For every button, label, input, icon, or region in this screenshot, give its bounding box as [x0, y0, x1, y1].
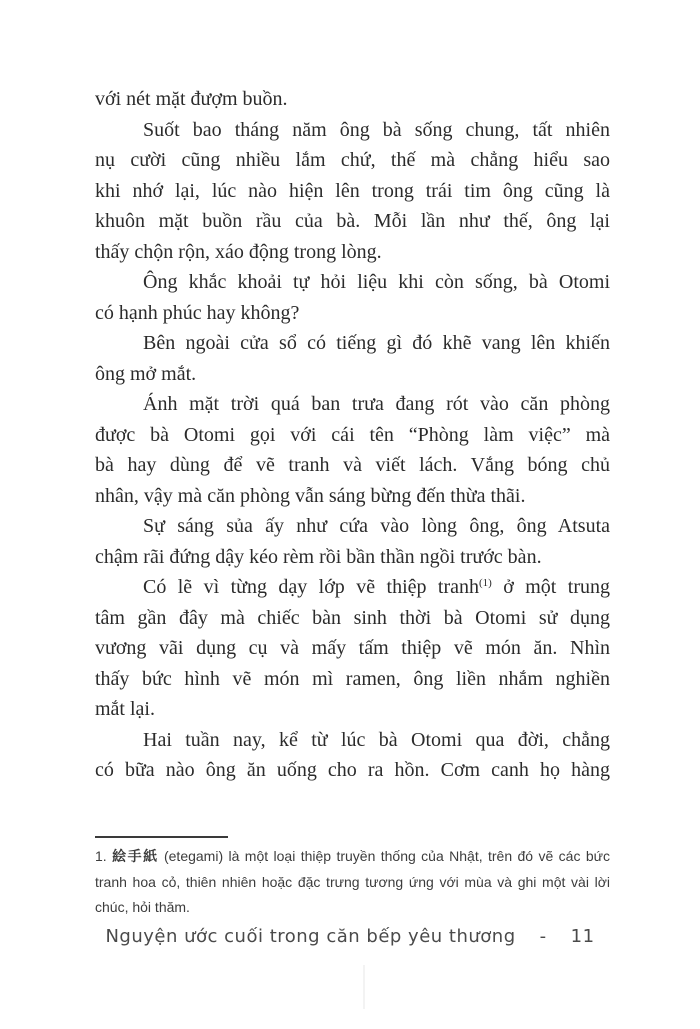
body-text	[95, 84, 610, 786]
body-text-line	[95, 755, 610, 786]
body-text-line	[95, 420, 610, 451]
body-text-line	[95, 237, 610, 268]
running-title: Nguyện ước cuối trong căn bếp yêu thương	[105, 926, 516, 947]
line-text: Suốt bao tháng năm ông bà sống chung, tất nhiên	[143, 118, 610, 141]
line-text: ông mở mắt.	[95, 362, 197, 385]
line-text: tâm gần đây mà chiếc bàn sinh thời bà Otomi sử dụng	[95, 606, 610, 629]
line-text: với nét mặt đượm buồn.	[95, 88, 288, 110]
line-text: vương vãi dụng cụ và mấy tấm thiệp vẽ món ăn. Nhìn	[95, 637, 610, 659]
page-number: 11	[570, 926, 595, 947]
line-text: thấy bức hình vẽ món mì ramen, ông liền nhắm nghiền	[95, 667, 610, 690]
line-text-after-reference: ở một trung	[491, 576, 610, 598]
body-text-line	[95, 694, 610, 725]
footnote-divider	[95, 836, 228, 838]
body-text-line	[95, 664, 610, 695]
line-text: nụ cười cũng nhiều lắm chứ, thế mà chẳng hiểu sao	[95, 149, 610, 171]
line-text: có bữa nào ông ăn uống cho ra hồn. Cơm canh họ hàng	[95, 759, 610, 781]
body-text-line	[95, 115, 610, 146]
line-text: Bên ngoài cửa sổ có tiếng gì đó khẽ vang lên khiến	[143, 332, 610, 354]
line-text: có hạnh phúc hay không?	[95, 301, 300, 324]
body-text-line	[95, 481, 610, 512]
body-text-line	[95, 145, 610, 176]
body-text-line	[95, 725, 610, 756]
line-text: khuôn mặt buồn rầu của bà. Mỗi lần như thế, ông lại	[95, 210, 610, 232]
body-text-line	[95, 328, 610, 359]
footnote-kanji: 絵手紙	[112, 848, 159, 864]
line-text: Ông khắc khoải tự hỏi liệu khi còn sống, bà Otomi	[143, 271, 610, 293]
footnote	[95, 844, 610, 921]
line-text: Sự sáng sủa ấy như cứa vào lòng ông, ông Atsuta	[143, 515, 610, 537]
line-text: Có lẽ vì từng dạy lớp vẽ thiệp tranh	[143, 576, 480, 598]
body-text-line	[95, 450, 610, 481]
line-text: chậm rãi đứng dậy kéo rèm rồi bần thần ngồi trước bàn.	[95, 545, 542, 568]
body-text-line	[95, 389, 610, 420]
body-text-line	[95, 84, 610, 115]
line-text: bà hay dùng để vẽ tranh và viết lách. Vắng bóng chủ	[95, 454, 610, 476]
line-text: khi nhớ lại, lúc nào hiện lên trong trái tim ông cũng là	[95, 179, 610, 202]
line-text: nhân, vậy mà căn phòng vẫn sáng bừng đến thừa thãi.	[95, 484, 526, 507]
line-text: Ánh mặt trời quá ban trưa đang rót vào căn phòng	[143, 393, 610, 415]
body-text-line	[95, 176, 610, 207]
footnote-text: (etegami) là một loại thiệp truyền thống của Nhật, trên đó vẽ các bức tranh hoa cỏ, thiên nhiên hoặc đặc trưng tương ứng với mùa và ghi một vài lời chúc, hỏi thăm.	[95, 848, 610, 915]
line-text: mắt lại.	[95, 698, 155, 720]
body-text-line	[95, 267, 610, 298]
body-text-line	[95, 572, 610, 603]
body-text-line	[95, 206, 610, 237]
page-footer	[0, 926, 700, 947]
footnote-reference-marker: (1)	[479, 577, 492, 589]
footer-separator: -	[539, 926, 547, 947]
body-text-line	[95, 359, 610, 390]
line-text: thấy chộn rộn, xáo động trong lòng.	[95, 240, 382, 263]
line-text: được bà Otomi gọi với cái tên “Phòng làm việc” mà	[95, 423, 610, 446]
page-gutter-shadow	[363, 965, 365, 1009]
body-text-line	[95, 511, 610, 542]
body-text-line	[95, 633, 610, 664]
body-text-line	[95, 542, 610, 573]
body-text-line	[95, 298, 610, 329]
body-text-line	[95, 603, 610, 634]
line-text: Hai tuần nay, kể từ lúc bà Otomi qua đời, chẳng	[143, 728, 610, 751]
footnote-number: 1.	[95, 848, 113, 864]
